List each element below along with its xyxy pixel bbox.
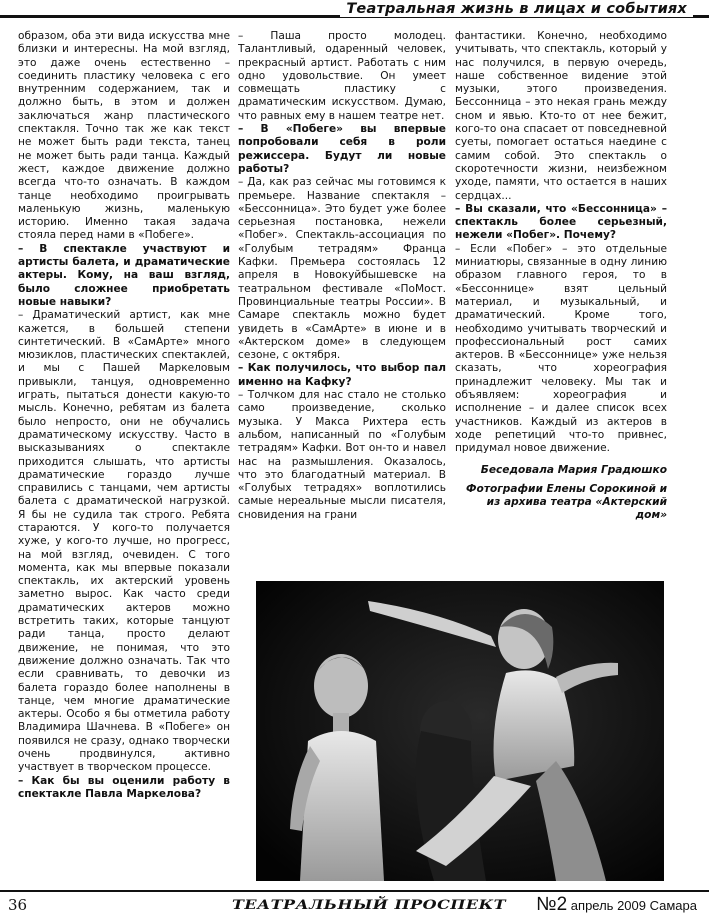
section-title: Театральная жизнь в лицах и событиях bbox=[340, 1, 693, 17]
interview-question: – Вы сказали, что «Бессонница» – спектакль более серьезный, нежели «Побег». Почему? bbox=[455, 202, 667, 242]
interviewer-credit: Беседовала Мария Градюшко bbox=[480, 463, 667, 476]
issue-number: №2 bbox=[536, 894, 568, 915]
interview-answer: фантастики. Конечно, необходимо учитывать, что спектакль, который у нас получился, в первую очередь, наше собственное видение этой музыки, этого произведения. Бессонница – это некая грань между сном и явью. Кто-то от нее бежит, кого-то она спасает от повседневной суеты, помогает остаться наедине с самим собой. Это спектакль о скоротечности жизни, неизбежном уходе, памяти, что остается в наших сердцах... bbox=[455, 30, 667, 202]
dancers-image bbox=[256, 581, 664, 881]
issue-info bbox=[536, 894, 697, 916]
interview-question: – В спектакле участвуют и артисты балета, и драматические актеры. Кому, на ваш взгляд, было сложнее приобретать новые навыки? bbox=[18, 242, 230, 308]
performance-photo bbox=[256, 581, 664, 881]
running-header bbox=[0, 0, 709, 26]
article-column-1 bbox=[18, 30, 230, 878]
article-column-2 bbox=[238, 30, 446, 570]
interview-answer: – Драматический артист, как мне кажется, в большей степени синтетический. В «СамАрте» много мюзиклов, пластических спектаклей, и мы с Пашей Маркеловым привыкли, танцуя, одновременно играть, пытаться донести какую-то мысль. Конечно, ребятам из балета было непросто, они не обучались драматическому искусству. Часто в высказываниях о спектакле приходится слышать, что артисты драматические гораздо лучше справились с танцами, чем артисты балета с драматической нагрузкой. Я бы не судила так строго. Ребята стараются. У кого-то получается хуже, у кого-то лучше, но прогресс, на мой взгляд, очевиден. С того момента, как мы впервые показали спектакль, их актерский уровень заметно вырос. Как часто среди драматических актеров можно встретить таких, которые танцуют ради танца, просто делают движение, не понимая, что это движение должно означать. Так что если сравнивать, то девочки из балета гораздо более наполнены в танце, чем многие драматические актеры. Особо я бы отметила работу Владимира Шачнева. В «Побеге» он появился не сразу, однако творчески очень продвинулся, активно участвует в творческом процессе. bbox=[18, 309, 230, 774]
interview-answer: – Паша просто молодец. Талантливый, одаренный человек, прекрасный артист. Работать с ним одно удовольствие. Он умеет совмещать пластику с драматическим искусством. Думаю, что равных ему в нашем театре нет. bbox=[238, 30, 446, 122]
interview-answer: – Да, как раз сейчас мы готовимся к премьере. Название спектакля – «Бессонница». Это будет уже более серьезная постановка, нежели «Побег». Спектакль-ассоциация по «Голубым тетрадям» Франца Кафки. Премьера состоялась 12 апреля в Новокуйбышевске на театральном фестивале «ПоМост. Провинциальные театры России». В Самаре спектакль можно будет увидеть в «СамАрте» в июне и в «Актерском доме» в следующем сезоне, с октября. bbox=[238, 176, 446, 362]
interview-question: – Как получилось, что выбор пал именно на Кафку? bbox=[238, 362, 446, 388]
column-3-body bbox=[455, 30, 667, 456]
interview-answer: – Если «Побег» – это отдельные миниатюры, связанные в одну линию образом главного героя, то в «Бессоннице» взят цельный материал, и музыкальный, и драматический. Кроме того, необходимо учитывать творческий и профессиональный рост самих актеров. В «Бессоннице» уже нельзя сказать, что хореография принадлежит человеку. Мы так и объявляем: хореография и исполнение – и далее список всех участников. Каждый из актеров в ходе репетиций что-то привнес, придумал новое движение. bbox=[455, 242, 667, 455]
article-column-3 bbox=[455, 30, 667, 570]
footer-rule bbox=[0, 890, 709, 892]
interview-answer: образом, оба эти вида искусства мне близки и интересны. На мой взгляд, это даже очень естественно – соединить пластику человека с его внутренним содержанием, так и должно быть, в этом и должен заключаться жанр пластического спектакля. Точно так же как текст не может быть ради текста, танец не может быть ради танца. Каждый жест, каждое движение должно всегда что-то означать. В каждом танце необходимо проигрывать маленькую жизнь, маленькую историю. Именно такая задача стояла перед нами в «Побеге». bbox=[18, 30, 230, 242]
page-number: 36 bbox=[8, 896, 28, 914]
photo-credit: Фотографии Елены Сорокиной и из архива театра «Актерский дом» bbox=[466, 482, 667, 522]
interview-question: – В «Побеге» вы впервые попробовали себя в роли режиссера. Будут ли новые работы? bbox=[238, 123, 446, 175]
interview-answer: – Толчком для нас стало не столько само произведение, сколько музыка. У Макса Рихтера есть альбом, написанный по «Голубым тетрадям» Кафки. Вот он-то и навел нас на размышления. Оказалось, что это благодатный материал. В «Голубых тетрадях» воплотились самые нереальные мысли писателя, сновидения на грани bbox=[238, 389, 446, 521]
issue-date: апрель 2009 Самара bbox=[570, 898, 697, 913]
magazine-name: ТЕАТРАЛЬНЫЙ ПРОСПЕКТ bbox=[232, 897, 507, 913]
interview-question: – Как бы вы оценили работу в спектакле Павла Маркелова? bbox=[18, 774, 230, 800]
page-footer bbox=[0, 888, 709, 923]
